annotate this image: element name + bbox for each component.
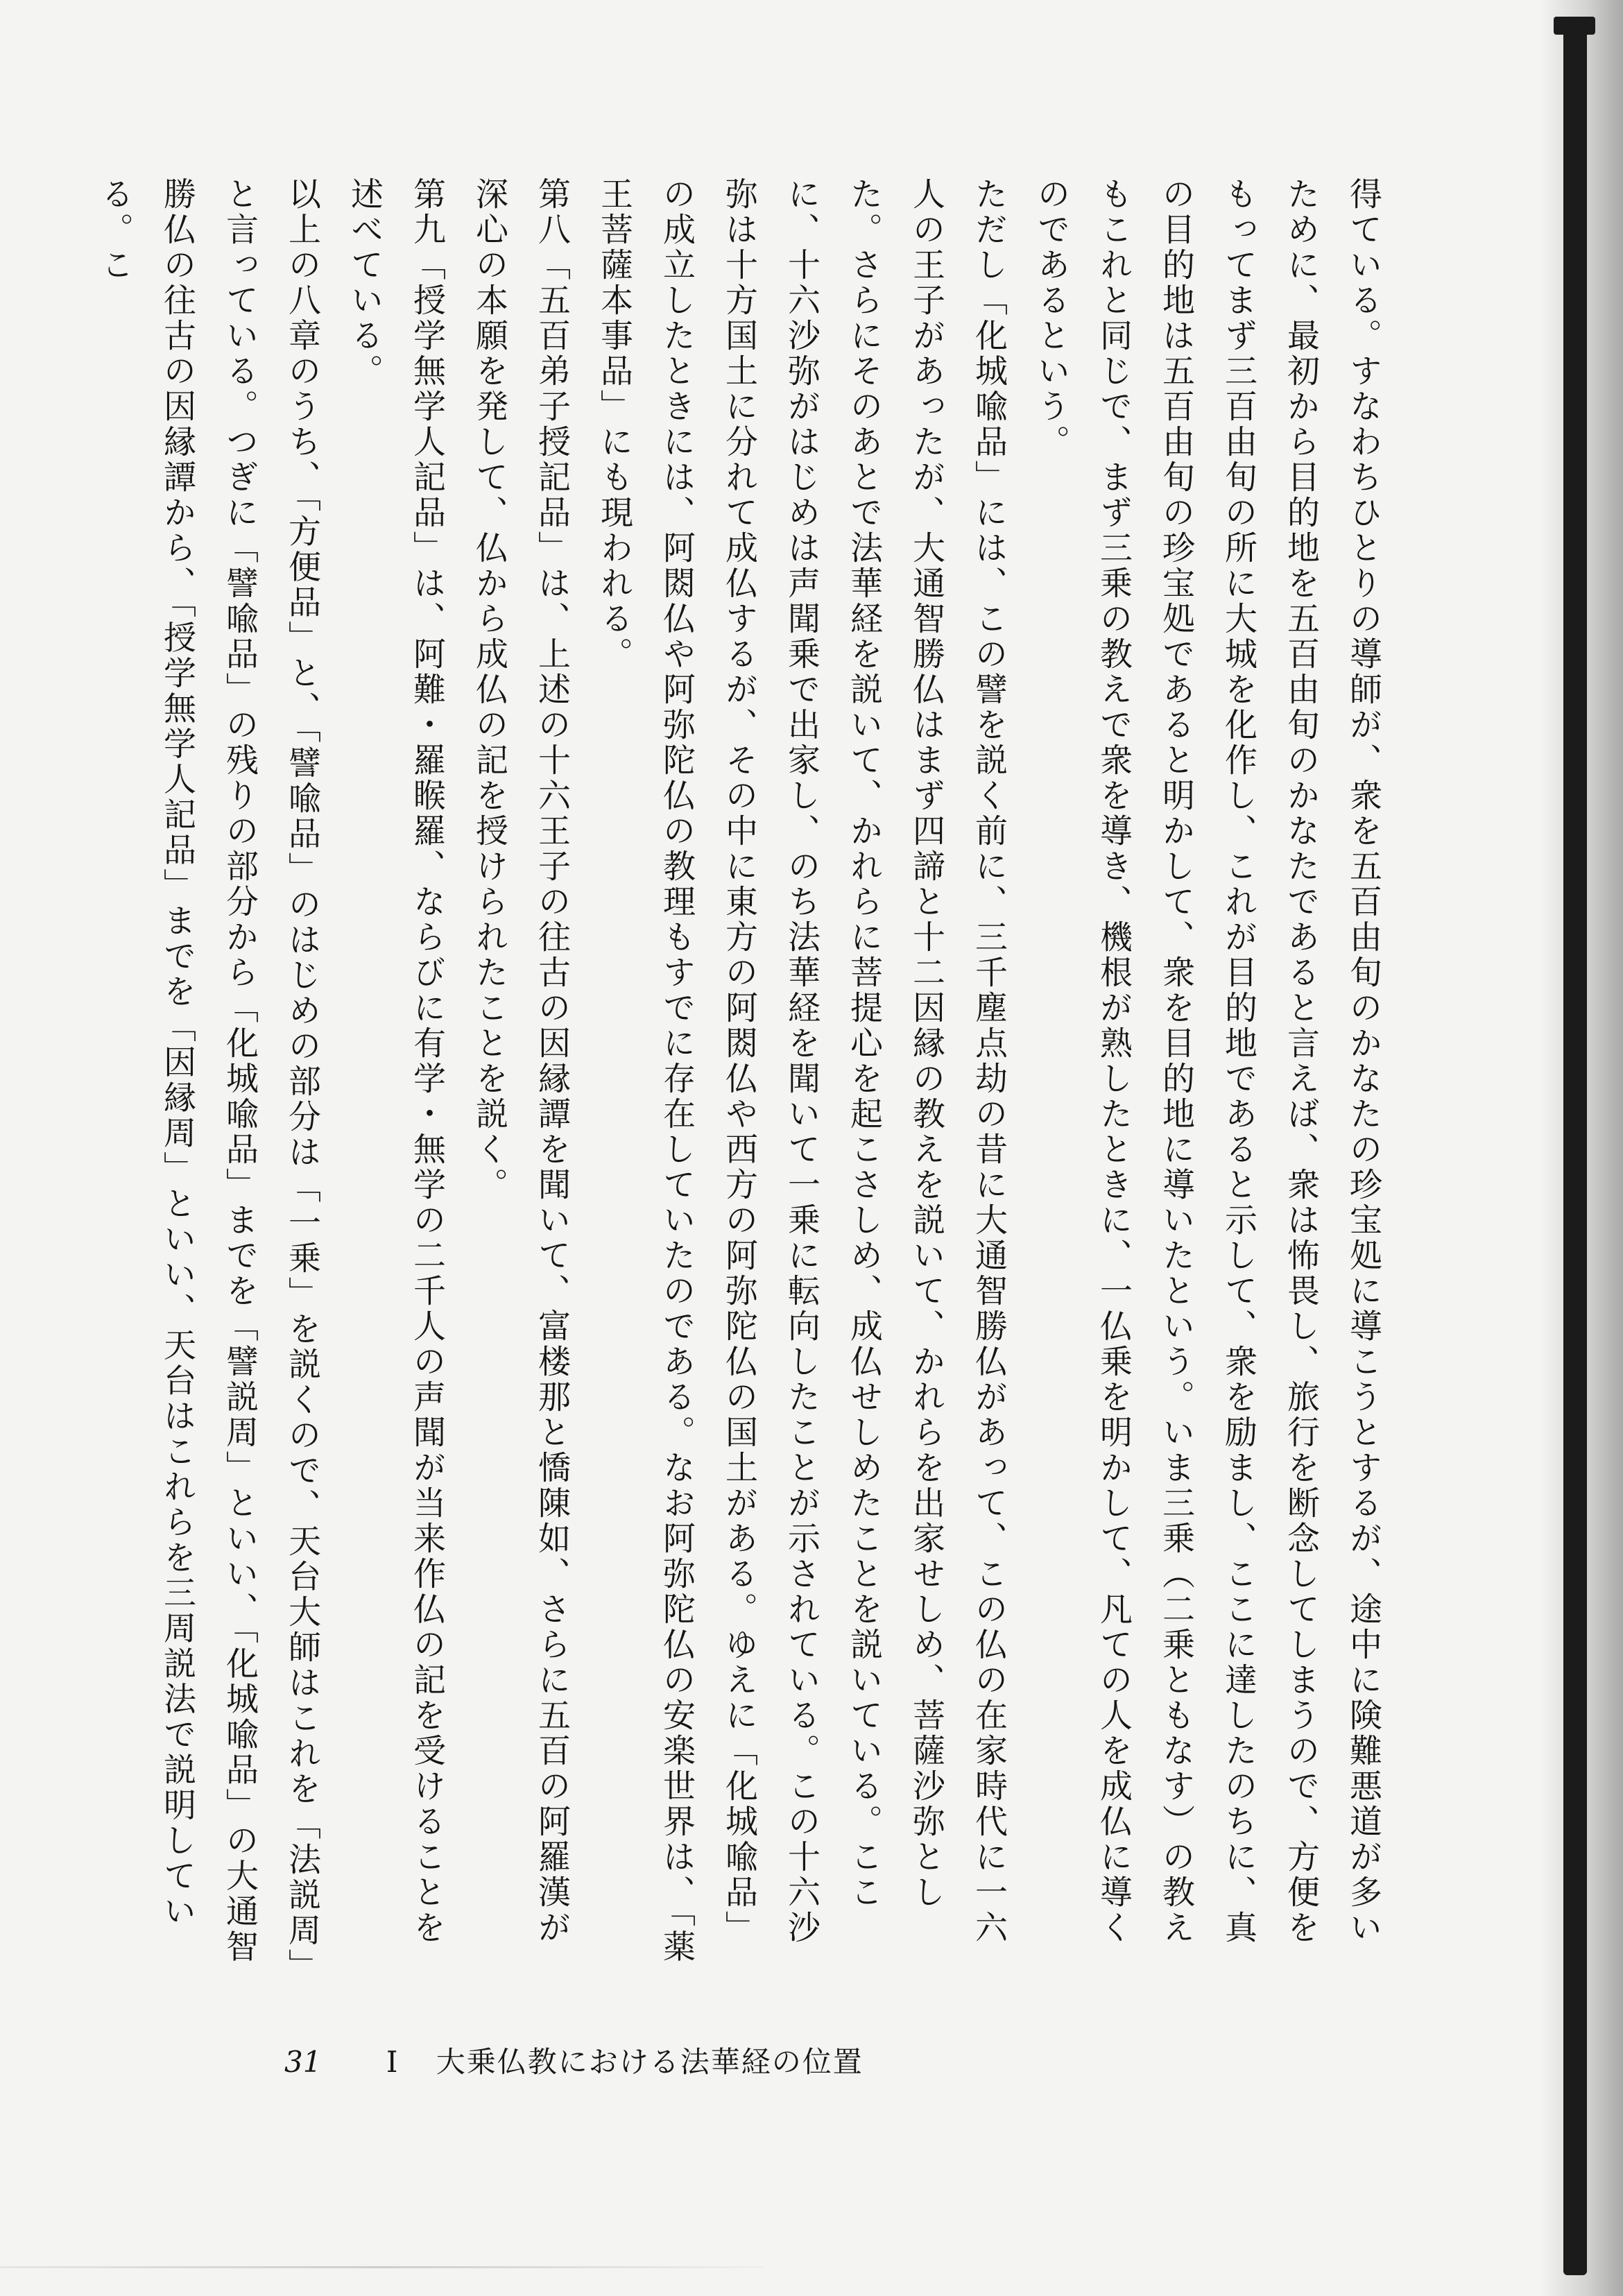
scan-smudge	[0, 2266, 763, 2268]
binding-shadow	[1563, 21, 1587, 2275]
part-label: I	[386, 2045, 398, 2079]
paragraph: 以上の八章のうち、「方便品」と、「譬喩品」のはじめの部分は「一乗」を説くので、天台大師はこれを「法説周」と言っている。つぎに「譬喩品」の残りの部分から「化城喩品」までを「譬説周」といい、「化城喩品」の大通智勝仏の往古の因縁譚から、「授学無学人記品」までを「因縁周」といい、天台はこれらを三周説法で説明している。こ	[96, 177, 321, 1968]
paragraph: 第八「五百弟子授記品」は、上述の十六王子の往古の因縁譚を聞いて、富楼那と憍陳如、さらに五百の阿羅漢が深心の本願を発して、仏から成仏の記を授けられたことを説く。	[470, 177, 571, 1946]
page-footer	[284, 2039, 864, 2081]
paragraph: ただし「化城喩品」には、この譬を説く前に、三千塵点劫の昔に大通智勝仏があって、この仏の在家時代に一六人の王子があったが、大通智勝仏はまず四諦と十二因縁の教えを説いて、かれらを出家せしめ、菩薩沙弥とした。さらにそのあとで法華経を説いて、かれらに菩提心を起こさしめ、成仏せしめたことを説いている。ここに、十六沙弥がはじめは声聞乗で出家し、のち法華経を聞いて一乗に転向したことが示されている。この十六沙弥は十方国土に分れて成仏するが、その中に東方の阿閦仏や西方の阿弥陀仏の国土がある。ゆえに「化城喩品」の成立したときには、阿閦仏や阿弥陀仏の教理もすでに存在していたのである。なお阿弥陀仏の安楽世界は、「薬王菩薩本事品」にも現われる。	[595, 177, 1008, 1965]
paragraph: 得ている。すなわちひとりの導師が、衆を五百由旬のかなたの珍宝処に導こうとするが、途中に険難悪道が多いために、最初から目的地を五百由旬のかなたであると言えば、衆は怖畏し、旅行を断念してしまうので、方便をもってまず三百由旬の所に大城を化作し、これが目的地であると示して、衆を励まし、ここに達したのちに、真の目的地は五百由旬の珍宝処であると明かして、衆を目的地に導いたという。いま三乗（二乗ともなす）の教えもこれと同じで、まず三乗の教えで衆を導き、機根が熟したときに、一仏乗を明かして、凡ての人を成仏に導くのであるという。	[1032, 177, 1382, 1946]
page-number: 31	[284, 2045, 322, 2079]
running-title: 大乗仏教における法華経の位置	[436, 2045, 864, 2079]
body-text	[96, 177, 1394, 1977]
paragraph: 第九「授学無学人記品」は、阿難・羅睺羅、ならびに有学・無学の二千人の声聞が当来作仏の記を受けることを述べている。	[345, 177, 446, 1946]
